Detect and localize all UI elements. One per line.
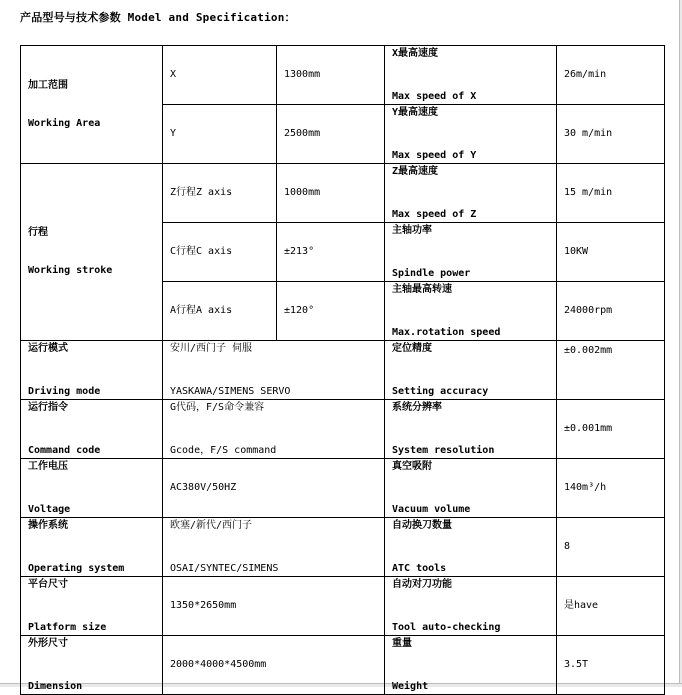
param-label-cell (385, 577, 557, 636)
param-label-cn: 定位精度 (392, 343, 432, 354)
param-label-cell (385, 636, 557, 695)
param-label-cell (385, 164, 557, 223)
value-cell: ±213° (277, 223, 385, 282)
spec-label-cell (21, 518, 163, 577)
param-label-en: Max speed of X (392, 91, 477, 102)
param-value-cell: ±0.002mm (557, 341, 665, 400)
param-label-en: Max speed of Z (392, 209, 477, 220)
param-label-en: Tool auto-checking (392, 622, 501, 633)
value-cell: ±120° (277, 282, 385, 341)
axis-cell: X (163, 46, 277, 105)
spec-label-cell (21, 577, 163, 636)
table-row (21, 164, 665, 223)
param-label-en: Vacuum volume (392, 504, 471, 515)
param-label-cell (385, 105, 557, 164)
param-label-cell (385, 223, 557, 282)
param-label-en: Setting accuracy (392, 386, 489, 397)
value-cell: 2500mm (277, 105, 385, 164)
page-title: 产品型号与技术参数 Model and Specification： (20, 11, 296, 24)
spec-value-line2: YASKAWA/SIMENS SERVO (170, 386, 291, 397)
param-value-cell: ±0.001mm (557, 400, 665, 459)
param-value-cell: 8 (557, 518, 665, 577)
spec-label-cell (21, 400, 163, 459)
param-value-cell: 是have (557, 577, 665, 636)
table-row (21, 518, 665, 577)
param-label-en: Max.rotation speed (392, 327, 501, 338)
spec-label-en: Dimension (28, 681, 83, 692)
spec-value-cell (163, 341, 385, 400)
value-cell: 1000mm (277, 164, 385, 223)
table-row (21, 46, 665, 105)
spec-label-cell (21, 459, 163, 518)
param-label-cn: X最高速度 (392, 48, 439, 59)
spec-label-en: Voltage (28, 504, 71, 515)
param-label-cell (385, 282, 557, 341)
param-value-cell: 26m/min (557, 46, 665, 105)
param-label-en: Weight (392, 681, 429, 692)
table-row (21, 341, 665, 400)
param-label-cn: 自动换刀数量 (392, 520, 452, 531)
working-stroke-label-cell (21, 164, 163, 341)
spec-label-cn: 操作系统 (28, 520, 68, 531)
spec-label-cn: 外形尺寸 (28, 638, 68, 649)
param-label-cn: 系统分辨率 (392, 402, 442, 413)
spec-label-cell (21, 341, 163, 400)
param-label-cell (385, 46, 557, 105)
spec-label-cn: 运行指令 (28, 402, 68, 413)
param-label-cn: 重量 (392, 638, 412, 649)
param-label-en: Max speed of Y (392, 150, 477, 161)
spec-label-cn: 平台尺寸 (28, 579, 68, 590)
param-label-cell (385, 341, 557, 400)
axis-cell: Y (163, 105, 277, 164)
param-label-en: System resolution (392, 445, 495, 456)
axis-cell: A行程A axis (163, 282, 277, 341)
axis-cell: Z行程Z axis (163, 164, 277, 223)
param-value-cell: 15 m/min (557, 164, 665, 223)
working-stroke-label-en: Working stroke (28, 265, 113, 276)
param-label-cell (385, 400, 557, 459)
spec-label-cn: 运行模式 (28, 343, 68, 354)
spec-label-cell (21, 636, 163, 695)
table-row (21, 577, 665, 636)
param-label-cn: 主轴功率 (392, 225, 432, 236)
param-label-cn: 真空吸附 (392, 461, 432, 472)
spec-label-en: Operating system (28, 563, 125, 574)
spec-value-cell (163, 400, 385, 459)
table-row (21, 636, 665, 695)
table-row (21, 400, 665, 459)
param-value-cell: 140m³/h (557, 459, 665, 518)
spec-value-cell: 2000*4000*4500mm (163, 636, 385, 695)
param-label-en: Spindle power (392, 268, 471, 279)
param-label-cn: 自动对刀功能 (392, 579, 452, 590)
spec-label-en: Command code (28, 445, 101, 456)
spec-label-en: Platform size (28, 622, 107, 633)
param-value-cell: 3.5T (557, 636, 665, 695)
spec-label-cn: 工作电压 (28, 461, 68, 472)
spec-value-cell: AC380V/50HZ (163, 459, 385, 518)
param-label-cell (385, 459, 557, 518)
param-label-cell (385, 518, 557, 577)
working-area-label-cn: 加工范围 (28, 79, 68, 91)
spec-value-cell: 1350*2650mm (163, 577, 385, 636)
param-label-en: ATC tools (392, 563, 447, 574)
working-area-label-cell (21, 46, 163, 164)
spec-value-line2: Gcode，F/S command (170, 445, 277, 456)
spec-value-line1: G代码，F/S命令兼容 (170, 402, 265, 413)
axis-cell: C行程C axis (163, 223, 277, 282)
spec-value-line2: OSAI/SYNTEC/SIMENS (170, 563, 279, 574)
param-value-cell: 24000rpm (557, 282, 665, 341)
spec-value-cell (163, 518, 385, 577)
param-value-cell: 10KW (557, 223, 665, 282)
value-cell: 1300mm (277, 46, 385, 105)
working-stroke-label-cn: 行程 (28, 227, 48, 238)
spec-label-en: Driving mode (28, 386, 101, 397)
spec-value-line1: 安川/西门子 伺服 (170, 343, 253, 354)
working-area-label-en: Working Area (28, 117, 101, 129)
table-row (21, 459, 665, 518)
specification-table (20, 45, 665, 695)
param-label-cn: 主轴最高转速 (392, 284, 452, 295)
param-value-cell: 30 m/min (557, 105, 665, 164)
param-label-cn: Y最高速度 (392, 107, 439, 118)
spec-value-line1: 欧塞/新代/西门子 (170, 520, 253, 531)
param-label-cn: Z最高速度 (392, 166, 439, 177)
